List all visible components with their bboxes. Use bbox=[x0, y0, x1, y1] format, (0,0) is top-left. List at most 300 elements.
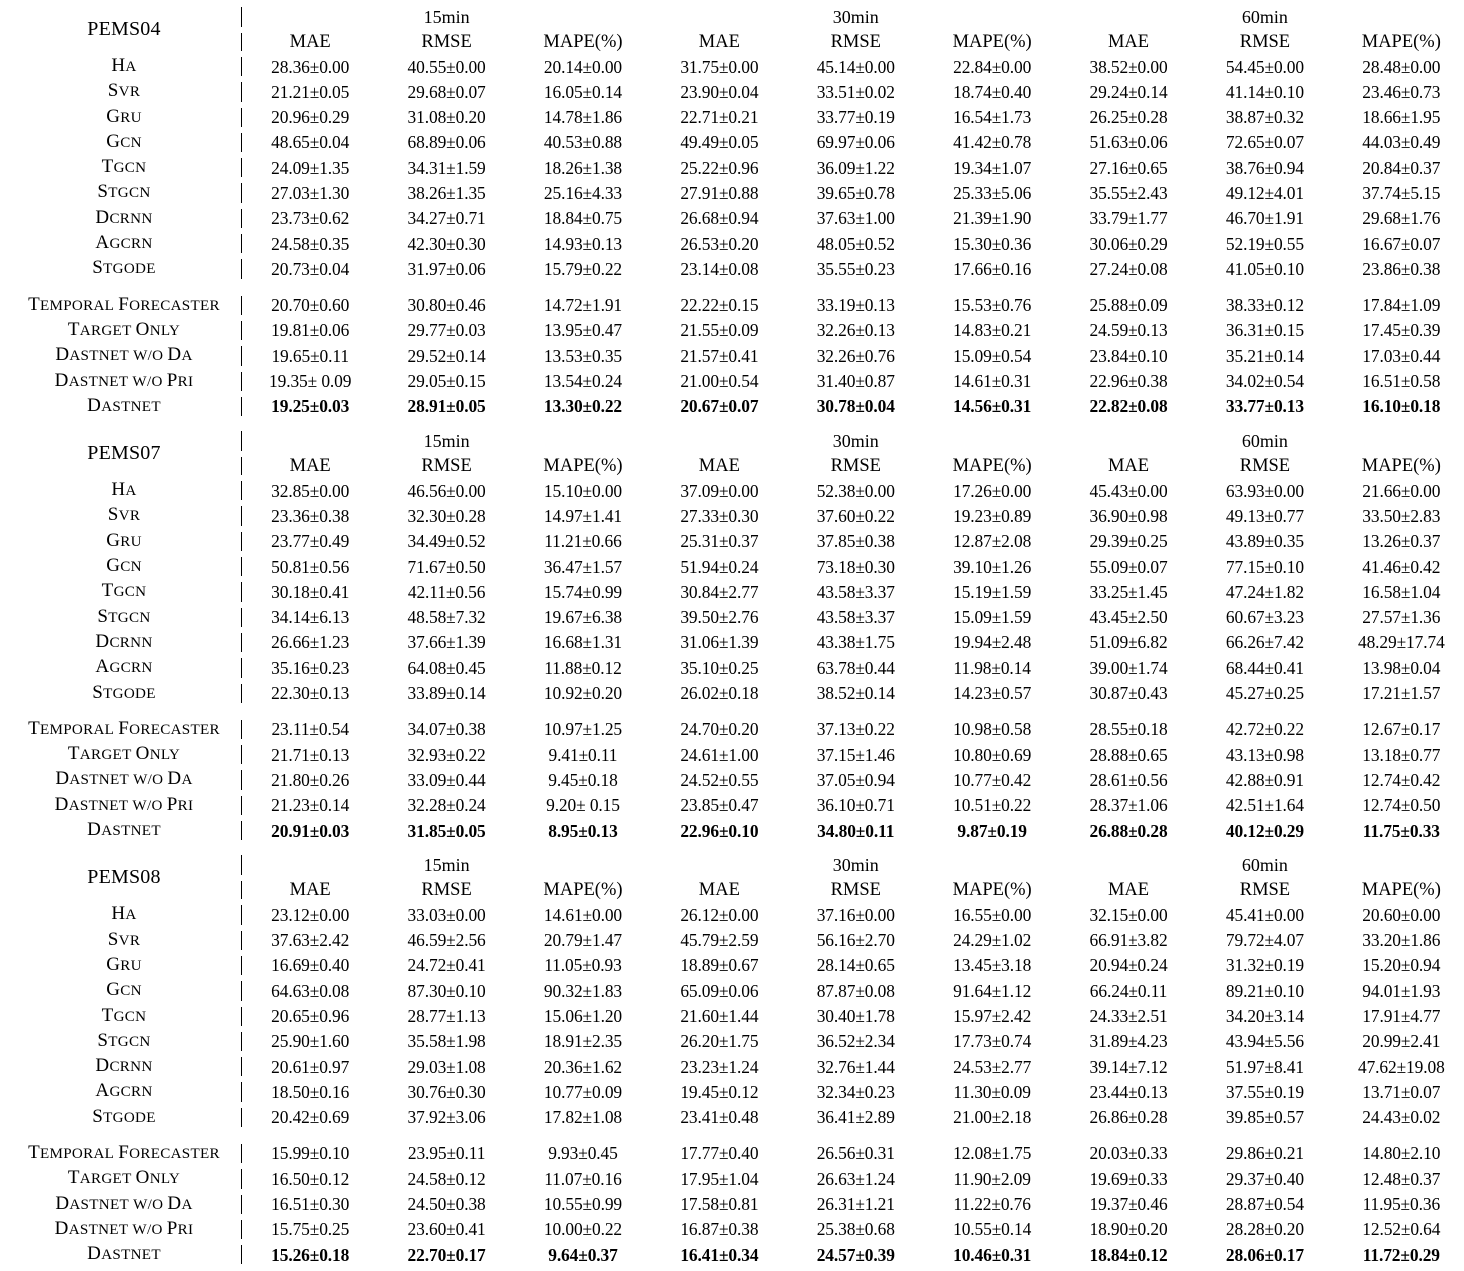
value-baseline-5-1: 35.58±1.98 bbox=[407, 1031, 486, 1052]
table-row bbox=[6, 742, 1464, 767]
value-baseline-4-3: 30.84±2.77 bbox=[680, 581, 759, 602]
value-proposed-2-3: 21.57±0.41 bbox=[680, 345, 759, 366]
row-label-target-only: TARGET ONLY bbox=[67, 743, 181, 765]
value-baseline-3-8: 41.46±0.42 bbox=[1362, 556, 1441, 577]
value-baseline-8-0: 20.73±0.04 bbox=[242, 256, 378, 281]
value-proposed-2-2: 13.53±0.35 bbox=[543, 345, 623, 366]
row-label-dastnet-w-o-pri: DASTNET W/O PRI bbox=[54, 1217, 194, 1239]
value-proposed-2-4: 37.05±0.94 bbox=[816, 769, 895, 790]
value-baseline-7-7: 68.44±0.41 bbox=[1225, 657, 1304, 678]
value-baseline-3-0: 50.81±0.56 bbox=[242, 554, 378, 579]
value-baseline-4-6: 24.33±2.51 bbox=[1089, 1006, 1168, 1026]
value-proposed-3-1: 32.28±0.24 bbox=[407, 795, 486, 816]
metric-header-15min-RMSE: RMSE bbox=[421, 456, 472, 477]
value-baseline-8-6: 27.24±0.08 bbox=[1089, 258, 1168, 279]
value-baseline-7-2: 14.93±0.13 bbox=[543, 233, 623, 254]
row-label-temporal-forecaster: TEMPORAL FORECASTER bbox=[28, 717, 220, 739]
value-baseline-0-2: 14.61±0.00 bbox=[543, 904, 623, 925]
value-proposed-3-4: 36.10±0.71 bbox=[816, 795, 895, 816]
value-baseline-6-1: 29.03±1.08 bbox=[407, 1056, 486, 1077]
table-row bbox=[6, 1166, 1464, 1191]
value-baseline-6-4: 32.76±1.44 bbox=[816, 1056, 895, 1077]
row-label-dcrnn: DCRNN bbox=[95, 630, 153, 652]
value-proposed-3-6: 22.96±0.38 bbox=[1089, 371, 1168, 392]
metric-header-30min-MAPEpct: MAPE(%) bbox=[952, 32, 1032, 52]
value-baseline-1-5: 19.23±0.89 bbox=[953, 505, 1032, 526]
metric-header-60min-MAE: MAE bbox=[1107, 456, 1150, 477]
value-proposed-1-2: 13.95±0.47 bbox=[543, 320, 623, 341]
value-baseline-1-4: 37.60±0.22 bbox=[816, 505, 895, 526]
value-baseline-5-3: 39.50±2.76 bbox=[680, 607, 759, 628]
value-baseline-0-3: 31.75±0.00 bbox=[680, 56, 759, 77]
value-baseline-7-2: 11.88±0.12 bbox=[544, 657, 622, 678]
value-proposed-3-8: 12.74±0.50 bbox=[1362, 795, 1441, 816]
row-label-ha: HA bbox=[111, 55, 137, 76]
value-baseline-7-5: 11.30±0.09 bbox=[953, 1081, 1031, 1102]
value-proposed-1-3: 17.95±1.04 bbox=[680, 1168, 759, 1189]
horizon-header-15min: 15min bbox=[242, 4, 651, 30]
value-baseline-8-2: 15.79±0.22 bbox=[543, 258, 623, 279]
value-proposed-2-0: 19.65±0.11 bbox=[242, 343, 378, 368]
value-baseline-6-0: 23.73±0.62 bbox=[242, 206, 378, 231]
value-proposed-4-6: 26.88±0.28 bbox=[1089, 820, 1168, 841]
value-baseline-5-2: 18.91±2.35 bbox=[543, 1031, 623, 1052]
value-baseline-2-2: 11.21±0.66 bbox=[544, 531, 622, 552]
value-baseline-5-5: 15.09±1.59 bbox=[953, 607, 1032, 628]
value-proposed-4-4: 30.78±0.04 bbox=[816, 396, 895, 417]
value-proposed-3-2: 9.20± 0.15 bbox=[546, 795, 620, 816]
value-baseline-6-8: 29.68±1.76 bbox=[1362, 208, 1441, 229]
value-proposed-3-6: 28.37±1.06 bbox=[1089, 795, 1168, 816]
value-proposed-4-0: 19.25±0.03 bbox=[242, 394, 378, 419]
value-proposed-4-1: 22.70±0.17 bbox=[407, 1244, 486, 1265]
value-proposed-3-7: 28.28±0.20 bbox=[1225, 1219, 1304, 1240]
value-proposed-2-5: 15.09±0.54 bbox=[953, 345, 1032, 366]
value-baseline-5-7: 43.94±5.56 bbox=[1225, 1031, 1304, 1052]
table-row bbox=[6, 1192, 1464, 1217]
value-baseline-1-8: 23.46±0.73 bbox=[1362, 81, 1441, 102]
value-proposed-2-1: 29.52±0.14 bbox=[407, 345, 486, 366]
table-row bbox=[6, 767, 1464, 792]
value-baseline-8-8: 17.21±1.57 bbox=[1362, 683, 1441, 704]
metric-header-60min-MAE: MAE bbox=[1107, 32, 1150, 52]
value-baseline-4-3: 25.22±0.96 bbox=[680, 157, 759, 178]
table-row bbox=[6, 206, 1464, 231]
horizon-header-30min: 30min bbox=[832, 7, 879, 27]
row-label-gcn: GCN bbox=[106, 130, 142, 152]
row-label-agcrn: AGCRN bbox=[95, 1080, 153, 1102]
row-label-gcn: GCN bbox=[106, 555, 142, 577]
dataset-block-pems07 bbox=[6, 428, 1464, 843]
value-proposed-0-6: 25.88±0.09 bbox=[1089, 295, 1168, 316]
value-baseline-6-6: 39.14±7.12 bbox=[1089, 1056, 1168, 1077]
value-proposed-0-0: 20.70±0.60 bbox=[242, 293, 378, 318]
value-baseline-3-1: 71.67±0.50 bbox=[407, 556, 486, 577]
value-baseline-3-1: 87.30±0.10 bbox=[407, 980, 486, 1001]
value-baseline-4-0: 24.09±1.35 bbox=[242, 155, 378, 180]
dataset-label: PEMS08 bbox=[87, 866, 161, 889]
value-proposed-4-8: 11.75±0.33 bbox=[1362, 820, 1440, 841]
table-row bbox=[6, 130, 1464, 155]
value-proposed-0-0: 15.99±0.10 bbox=[242, 1141, 378, 1166]
value-baseline-2-0: 16.69±0.40 bbox=[242, 953, 378, 978]
value-baseline-5-3: 26.20±1.75 bbox=[680, 1031, 759, 1052]
value-baseline-2-1: 31.08±0.20 bbox=[407, 107, 486, 128]
value-proposed-4-2: 13.30±0.22 bbox=[543, 396, 623, 417]
value-baseline-1-7: 41.14±0.10 bbox=[1225, 81, 1304, 102]
value-baseline-7-0: 35.16±0.23 bbox=[242, 655, 378, 680]
value-baseline-0-6: 32.15±0.00 bbox=[1089, 904, 1168, 925]
value-baseline-0-2: 20.14±0.00 bbox=[543, 56, 623, 77]
value-proposed-1-8: 17.45±0.39 bbox=[1362, 320, 1441, 341]
value-proposed-4-7: 40.12±0.29 bbox=[1225, 820, 1304, 841]
table-row bbox=[6, 818, 1464, 843]
value-baseline-2-7: 31.32±0.19 bbox=[1225, 955, 1304, 976]
value-baseline-4-8: 16.58±1.04 bbox=[1362, 581, 1441, 602]
value-proposed-3-2: 13.54±0.24 bbox=[543, 371, 623, 392]
metric-header-30min-MAE: MAE bbox=[698, 456, 740, 477]
metric-header-15min-MAE: MAE bbox=[242, 30, 378, 54]
value-baseline-1-0: 37.63±2.42 bbox=[242, 928, 378, 953]
value-baseline-8-4: 35.55±0.23 bbox=[816, 258, 895, 279]
value-proposed-3-3: 23.85±0.47 bbox=[680, 795, 759, 816]
value-proposed-2-2: 10.55±0.99 bbox=[543, 1194, 623, 1215]
value-proposed-3-5: 10.51±0.22 bbox=[953, 795, 1032, 816]
value-baseline-1-0: 21.21±0.05 bbox=[242, 79, 378, 104]
value-baseline-6-0: 20.61±0.97 bbox=[242, 1054, 378, 1079]
value-proposed-1-7: 29.37±0.40 bbox=[1225, 1168, 1304, 1189]
table-row bbox=[6, 655, 1464, 680]
value-baseline-6-5: 24.53±2.77 bbox=[953, 1056, 1032, 1077]
value-baseline-0-8: 28.48±0.00 bbox=[1362, 56, 1441, 77]
value-baseline-7-6: 30.06±0.29 bbox=[1089, 233, 1168, 254]
value-proposed-1-5: 10.80±0.69 bbox=[953, 744, 1032, 765]
value-proposed-4-7: 28.06±0.17 bbox=[1225, 1244, 1304, 1265]
value-proposed-2-1: 24.50±0.38 bbox=[407, 1194, 486, 1215]
table-row bbox=[6, 256, 1464, 281]
value-proposed-0-7: 42.72±0.22 bbox=[1225, 719, 1304, 740]
value-baseline-3-5: 91.64±1.12 bbox=[953, 980, 1032, 1001]
row-label-gru: GRU bbox=[106, 105, 142, 127]
metric-header-30min-MAE: MAE bbox=[698, 880, 740, 901]
row-label-stgcn: STGCN bbox=[97, 181, 151, 203]
value-baseline-7-1: 64.08±0.45 bbox=[407, 657, 486, 678]
value-baseline-8-3: 26.02±0.18 bbox=[680, 683, 759, 704]
value-baseline-7-0: 24.58±0.35 bbox=[242, 231, 378, 256]
value-proposed-0-4: 37.13±0.22 bbox=[816, 719, 895, 740]
metric-header-60min-MAPEpct: MAPE(%) bbox=[1361, 456, 1441, 477]
value-proposed-2-4: 32.26±0.76 bbox=[816, 345, 895, 366]
value-proposed-4-6: 18.84±0.12 bbox=[1089, 1244, 1168, 1265]
value-baseline-0-8: 20.60±0.00 bbox=[1362, 904, 1441, 925]
value-baseline-3-4: 73.18±0.30 bbox=[816, 556, 895, 577]
value-baseline-8-7: 39.85±0.57 bbox=[1225, 1107, 1304, 1128]
table-row bbox=[6, 1029, 1464, 1054]
value-proposed-0-1: 34.07±0.38 bbox=[407, 719, 486, 740]
value-baseline-4-5: 15.97±2.42 bbox=[953, 1006, 1032, 1026]
value-baseline-5-1: 38.26±1.35 bbox=[407, 182, 486, 203]
value-baseline-4-7: 38.76±0.94 bbox=[1225, 157, 1304, 178]
value-proposed-0-5: 12.08±1.75 bbox=[953, 1143, 1032, 1164]
value-proposed-2-7: 42.88±0.91 bbox=[1225, 769, 1304, 790]
value-baseline-1-2: 20.79±1.47 bbox=[543, 930, 623, 951]
value-proposed-4-3: 22.96±0.10 bbox=[680, 820, 759, 841]
value-proposed-0-2: 14.72±1.91 bbox=[543, 295, 623, 316]
value-baseline-0-5: 16.55±0.00 bbox=[953, 904, 1032, 925]
value-proposed-2-0: 16.51±0.30 bbox=[242, 1192, 378, 1217]
table-row bbox=[6, 105, 1464, 130]
value-baseline-2-3: 22.71±0.21 bbox=[680, 107, 759, 128]
metric-header-30min-MAPEpct: MAPE(%) bbox=[952, 880, 1032, 901]
table-row bbox=[6, 902, 1464, 927]
metric-header-30min-MAPEpct: MAPE(%) bbox=[952, 456, 1032, 477]
table-row bbox=[6, 717, 1464, 742]
value-baseline-7-7: 52.19±0.55 bbox=[1225, 233, 1304, 254]
row-label-target-only: TARGET ONLY bbox=[67, 1167, 181, 1189]
value-baseline-3-7: 89.21±0.10 bbox=[1225, 980, 1304, 1001]
value-proposed-1-3: 21.55±0.09 bbox=[680, 320, 759, 341]
value-proposed-1-3: 24.61±1.00 bbox=[680, 744, 759, 765]
spacer bbox=[6, 710, 1464, 717]
row-label-svr: SVR bbox=[107, 504, 141, 526]
value-proposed-0-6: 20.03±0.33 bbox=[1089, 1143, 1168, 1164]
table-row bbox=[6, 630, 1464, 655]
spacer bbox=[6, 286, 1464, 293]
value-baseline-5-6: 43.45±2.50 bbox=[1089, 607, 1168, 628]
value-baseline-3-5: 39.10±1.26 bbox=[953, 556, 1032, 577]
value-proposed-0-5: 10.98±0.58 bbox=[953, 719, 1032, 740]
table-row bbox=[6, 978, 1464, 1003]
value-baseline-2-2: 14.78±1.86 bbox=[543, 107, 623, 128]
value-proposed-1-4: 26.63±1.24 bbox=[816, 1168, 895, 1189]
value-baseline-2-4: 33.77±0.19 bbox=[816, 107, 895, 128]
metric-header-30min-MAE: MAE bbox=[698, 32, 740, 52]
value-baseline-1-3: 45.79±2.59 bbox=[680, 930, 759, 951]
value-baseline-5-2: 19.67±6.38 bbox=[543, 607, 623, 628]
value-baseline-7-4: 32.34±0.23 bbox=[816, 1081, 895, 1102]
value-baseline-6-3: 31.06±1.39 bbox=[680, 632, 759, 653]
value-proposed-4-2: 9.64±0.37 bbox=[548, 1244, 618, 1265]
value-baseline-2-7: 43.89±0.35 bbox=[1225, 531, 1304, 552]
value-baseline-3-1: 68.89±0.06 bbox=[407, 132, 486, 153]
row-label-stgcn: STGCN bbox=[97, 605, 151, 627]
value-baseline-7-4: 63.78±0.44 bbox=[816, 657, 895, 678]
value-baseline-6-7: 66.26±7.42 bbox=[1225, 632, 1304, 653]
value-baseline-0-1: 46.56±0.00 bbox=[407, 480, 486, 501]
value-proposed-3-8: 12.52±0.64 bbox=[1362, 1219, 1441, 1240]
value-proposed-1-2: 11.07±0.16 bbox=[544, 1168, 622, 1189]
value-baseline-0-7: 45.41±0.00 bbox=[1225, 904, 1304, 925]
value-baseline-0-5: 22.84±0.00 bbox=[953, 56, 1032, 77]
value-baseline-0-1: 33.03±0.00 bbox=[407, 904, 486, 925]
value-proposed-1-1: 29.77±0.03 bbox=[407, 320, 486, 341]
value-baseline-8-7: 41.05±0.10 bbox=[1225, 258, 1304, 279]
table-row bbox=[6, 1004, 1464, 1029]
value-baseline-6-2: 18.84±0.75 bbox=[543, 208, 623, 229]
value-baseline-8-4: 38.52±0.14 bbox=[816, 683, 895, 704]
value-baseline-4-0: 20.65±0.96 bbox=[242, 1004, 378, 1029]
row-label-stgode: STGODE bbox=[92, 257, 156, 279]
value-proposed-2-8: 12.74±0.42 bbox=[1362, 769, 1441, 790]
value-baseline-2-5: 12.87±2.08 bbox=[953, 531, 1032, 552]
value-proposed-0-4: 33.19±0.13 bbox=[816, 295, 895, 316]
value-baseline-4-4: 43.58±3.37 bbox=[816, 581, 895, 602]
value-baseline-8-0: 20.42±0.69 bbox=[242, 1105, 378, 1130]
row-label-stgode: STGODE bbox=[92, 681, 156, 703]
row-label-temporal-forecaster: TEMPORAL FORECASTER bbox=[28, 293, 220, 315]
value-baseline-6-5: 19.94±2.48 bbox=[953, 632, 1032, 653]
horizon-header-60min: 60min bbox=[1241, 7, 1288, 27]
value-proposed-1-4: 32.26±0.13 bbox=[816, 320, 895, 341]
value-baseline-2-4: 28.14±0.65 bbox=[816, 955, 895, 976]
value-baseline-7-0: 18.50±0.16 bbox=[242, 1079, 378, 1104]
value-proposed-2-7: 35.21±0.14 bbox=[1225, 345, 1304, 366]
value-baseline-8-0: 22.30±0.13 bbox=[242, 681, 378, 706]
value-baseline-3-2: 36.47±1.57 bbox=[543, 556, 623, 577]
value-proposed-2-0: 21.80±0.26 bbox=[242, 767, 378, 792]
value-baseline-4-2: 15.74±0.99 bbox=[543, 581, 623, 602]
value-baseline-6-6: 51.09±6.82 bbox=[1089, 632, 1168, 653]
value-baseline-7-6: 23.44±0.13 bbox=[1089, 1081, 1168, 1102]
value-proposed-4-0: 20.91±0.03 bbox=[242, 818, 378, 843]
value-baseline-2-4: 37.85±0.38 bbox=[816, 531, 895, 552]
row-label-svr: SVR bbox=[107, 928, 141, 950]
row-label-dastnet-w-o-da: DASTNET W/O DA bbox=[55, 768, 193, 790]
value-proposed-2-8: 17.03±0.44 bbox=[1362, 345, 1441, 366]
metric-header-15min-MAPEpct: MAPE(%) bbox=[543, 880, 623, 901]
value-proposed-1-0: 19.81±0.06 bbox=[242, 318, 378, 343]
value-proposed-0-8: 17.84±1.09 bbox=[1362, 295, 1441, 316]
value-proposed-1-8: 13.18±0.77 bbox=[1362, 744, 1441, 765]
value-proposed-2-4: 26.31±1.21 bbox=[816, 1194, 895, 1215]
table-row bbox=[6, 793, 1464, 818]
value-baseline-1-4: 33.51±0.02 bbox=[816, 81, 895, 102]
value-baseline-0-3: 37.09±0.00 bbox=[680, 480, 759, 501]
row-label-agcrn: AGCRN bbox=[95, 656, 153, 678]
horizon-header-60min: 60min bbox=[1241, 431, 1288, 452]
row-label-gru: GRU bbox=[106, 953, 142, 975]
value-baseline-7-3: 19.45±0.12 bbox=[680, 1081, 759, 1102]
row-label-dcrnn: DCRNN bbox=[95, 206, 153, 228]
value-proposed-1-7: 36.31±0.15 bbox=[1225, 320, 1304, 341]
value-baseline-6-1: 37.66±1.39 bbox=[407, 632, 486, 653]
table-row bbox=[6, 369, 1464, 394]
table-row bbox=[6, 79, 1464, 104]
value-proposed-0-5: 15.53±0.76 bbox=[953, 295, 1032, 316]
value-baseline-3-6: 55.09±0.07 bbox=[1089, 556, 1168, 577]
value-baseline-0-3: 26.12±0.00 bbox=[680, 904, 759, 925]
value-proposed-3-5: 10.55±0.14 bbox=[953, 1219, 1032, 1240]
value-baseline-5-8: 20.99±2.41 bbox=[1362, 1031, 1441, 1052]
horizon-header-15min: 15min bbox=[242, 852, 651, 878]
value-baseline-3-0: 64.63±0.08 bbox=[242, 978, 378, 1003]
value-baseline-8-5: 21.00±2.18 bbox=[953, 1107, 1032, 1128]
value-baseline-8-8: 23.86±0.38 bbox=[1362, 258, 1441, 279]
value-proposed-3-0: 15.75±0.25 bbox=[242, 1217, 378, 1242]
value-baseline-7-1: 30.76±0.30 bbox=[407, 1081, 486, 1102]
value-baseline-7-3: 35.10±0.25 bbox=[680, 657, 759, 678]
value-baseline-0-5: 17.26±0.00 bbox=[953, 480, 1032, 501]
value-baseline-3-6: 66.24±0.11 bbox=[1089, 980, 1168, 1001]
value-baseline-5-6: 31.89±4.23 bbox=[1089, 1031, 1168, 1052]
table-row bbox=[6, 554, 1464, 579]
row-label-stgode: STGODE bbox=[92, 1105, 156, 1127]
value-baseline-1-1: 29.68±0.07 bbox=[407, 81, 486, 102]
value-baseline-5-4: 43.58±3.37 bbox=[816, 607, 895, 628]
value-proposed-0-2: 10.97±1.25 bbox=[543, 719, 623, 740]
metric-header-15min-MAE: MAE bbox=[242, 454, 378, 478]
value-baseline-8-3: 23.41±0.48 bbox=[680, 1107, 759, 1128]
row-label-tgcn: TGCN bbox=[101, 580, 147, 602]
value-baseline-1-5: 18.74±0.40 bbox=[953, 81, 1032, 102]
metric-header-15min-MAPEpct: MAPE(%) bbox=[543, 32, 623, 52]
value-baseline-4-5: 15.19±1.59 bbox=[953, 581, 1032, 602]
value-baseline-3-5: 41.42±0.78 bbox=[953, 132, 1032, 153]
row-label-target-only: TARGET ONLY bbox=[67, 318, 181, 340]
table-blocks-container bbox=[6, 4, 1458, 1267]
value-proposed-0-7: 38.33±0.12 bbox=[1225, 295, 1304, 316]
value-proposed-4-5: 14.56±0.31 bbox=[953, 396, 1032, 417]
value-baseline-0-1: 40.55±0.00 bbox=[407, 56, 486, 77]
value-proposed-4-5: 10.46±0.31 bbox=[953, 1244, 1032, 1265]
value-baseline-4-8: 20.84±0.37 bbox=[1362, 157, 1441, 178]
value-proposed-1-5: 14.83±0.21 bbox=[953, 320, 1032, 341]
value-baseline-8-1: 33.89±0.14 bbox=[407, 683, 486, 704]
value-baseline-8-6: 26.86±0.28 bbox=[1089, 1107, 1168, 1128]
metric-header-30min-RMSE: RMSE bbox=[830, 456, 881, 477]
value-baseline-0-0: 28.36±0.00 bbox=[242, 54, 378, 79]
value-baseline-3-8: 44.03±0.49 bbox=[1362, 132, 1441, 153]
table-row bbox=[6, 579, 1464, 604]
value-baseline-2-3: 18.89±0.67 bbox=[680, 955, 759, 976]
value-baseline-1-0: 23.36±0.38 bbox=[242, 503, 378, 528]
metric-header-60min-MAPEpct: MAPE(%) bbox=[1361, 32, 1441, 52]
value-proposed-2-1: 33.09±0.44 bbox=[407, 769, 486, 790]
value-proposed-2-3: 24.52±0.55 bbox=[680, 769, 759, 790]
value-proposed-3-4: 25.38±0.68 bbox=[816, 1219, 895, 1240]
table-row bbox=[6, 231, 1464, 256]
value-proposed-1-5: 11.90±2.09 bbox=[953, 1168, 1031, 1189]
value-baseline-0-0: 32.85±0.00 bbox=[242, 478, 378, 503]
row-label-dcrnn: DCRNN bbox=[95, 1055, 153, 1077]
value-proposed-0-0: 23.11±0.54 bbox=[242, 717, 378, 742]
value-proposed-0-3: 24.70±0.20 bbox=[680, 719, 759, 740]
table-row bbox=[6, 1242, 1464, 1267]
value-baseline-2-1: 24.72±0.41 bbox=[407, 955, 486, 976]
value-baseline-8-2: 10.92±0.20 bbox=[543, 683, 623, 704]
value-baseline-4-2: 18.26±1.38 bbox=[543, 157, 623, 178]
value-baseline-7-5: 11.98±0.14 bbox=[953, 657, 1031, 678]
value-baseline-1-8: 33.20±1.86 bbox=[1362, 930, 1441, 951]
table-row bbox=[6, 503, 1464, 528]
value-proposed-3-7: 34.02±0.54 bbox=[1225, 371, 1304, 392]
value-baseline-1-3: 27.33±0.30 bbox=[680, 505, 759, 526]
value-baseline-4-2: 15.06±1.20 bbox=[543, 1006, 623, 1026]
value-baseline-1-8: 33.50±2.83 bbox=[1362, 505, 1441, 526]
value-proposed-3-1: 23.60±0.41 bbox=[407, 1219, 486, 1240]
value-baseline-2-8: 18.66±1.95 bbox=[1362, 107, 1441, 128]
value-baseline-2-3: 25.31±0.37 bbox=[680, 531, 759, 552]
block-separator bbox=[6, 419, 1458, 428]
row-label-dastnet-w-o-pri: DASTNET W/O PRI bbox=[54, 793, 194, 815]
table-row bbox=[6, 1079, 1464, 1104]
metric-header-30min-RMSE: RMSE bbox=[830, 880, 881, 901]
metric-header-15min-RMSE: RMSE bbox=[421, 880, 472, 901]
value-baseline-6-2: 16.68±1.31 bbox=[543, 632, 623, 653]
value-baseline-1-2: 16.05±0.14 bbox=[543, 81, 623, 102]
row-label-dastnet-w-o-pri: DASTNET W/O PRI bbox=[54, 369, 194, 391]
value-proposed-1-1: 24.58±0.12 bbox=[407, 1168, 486, 1189]
